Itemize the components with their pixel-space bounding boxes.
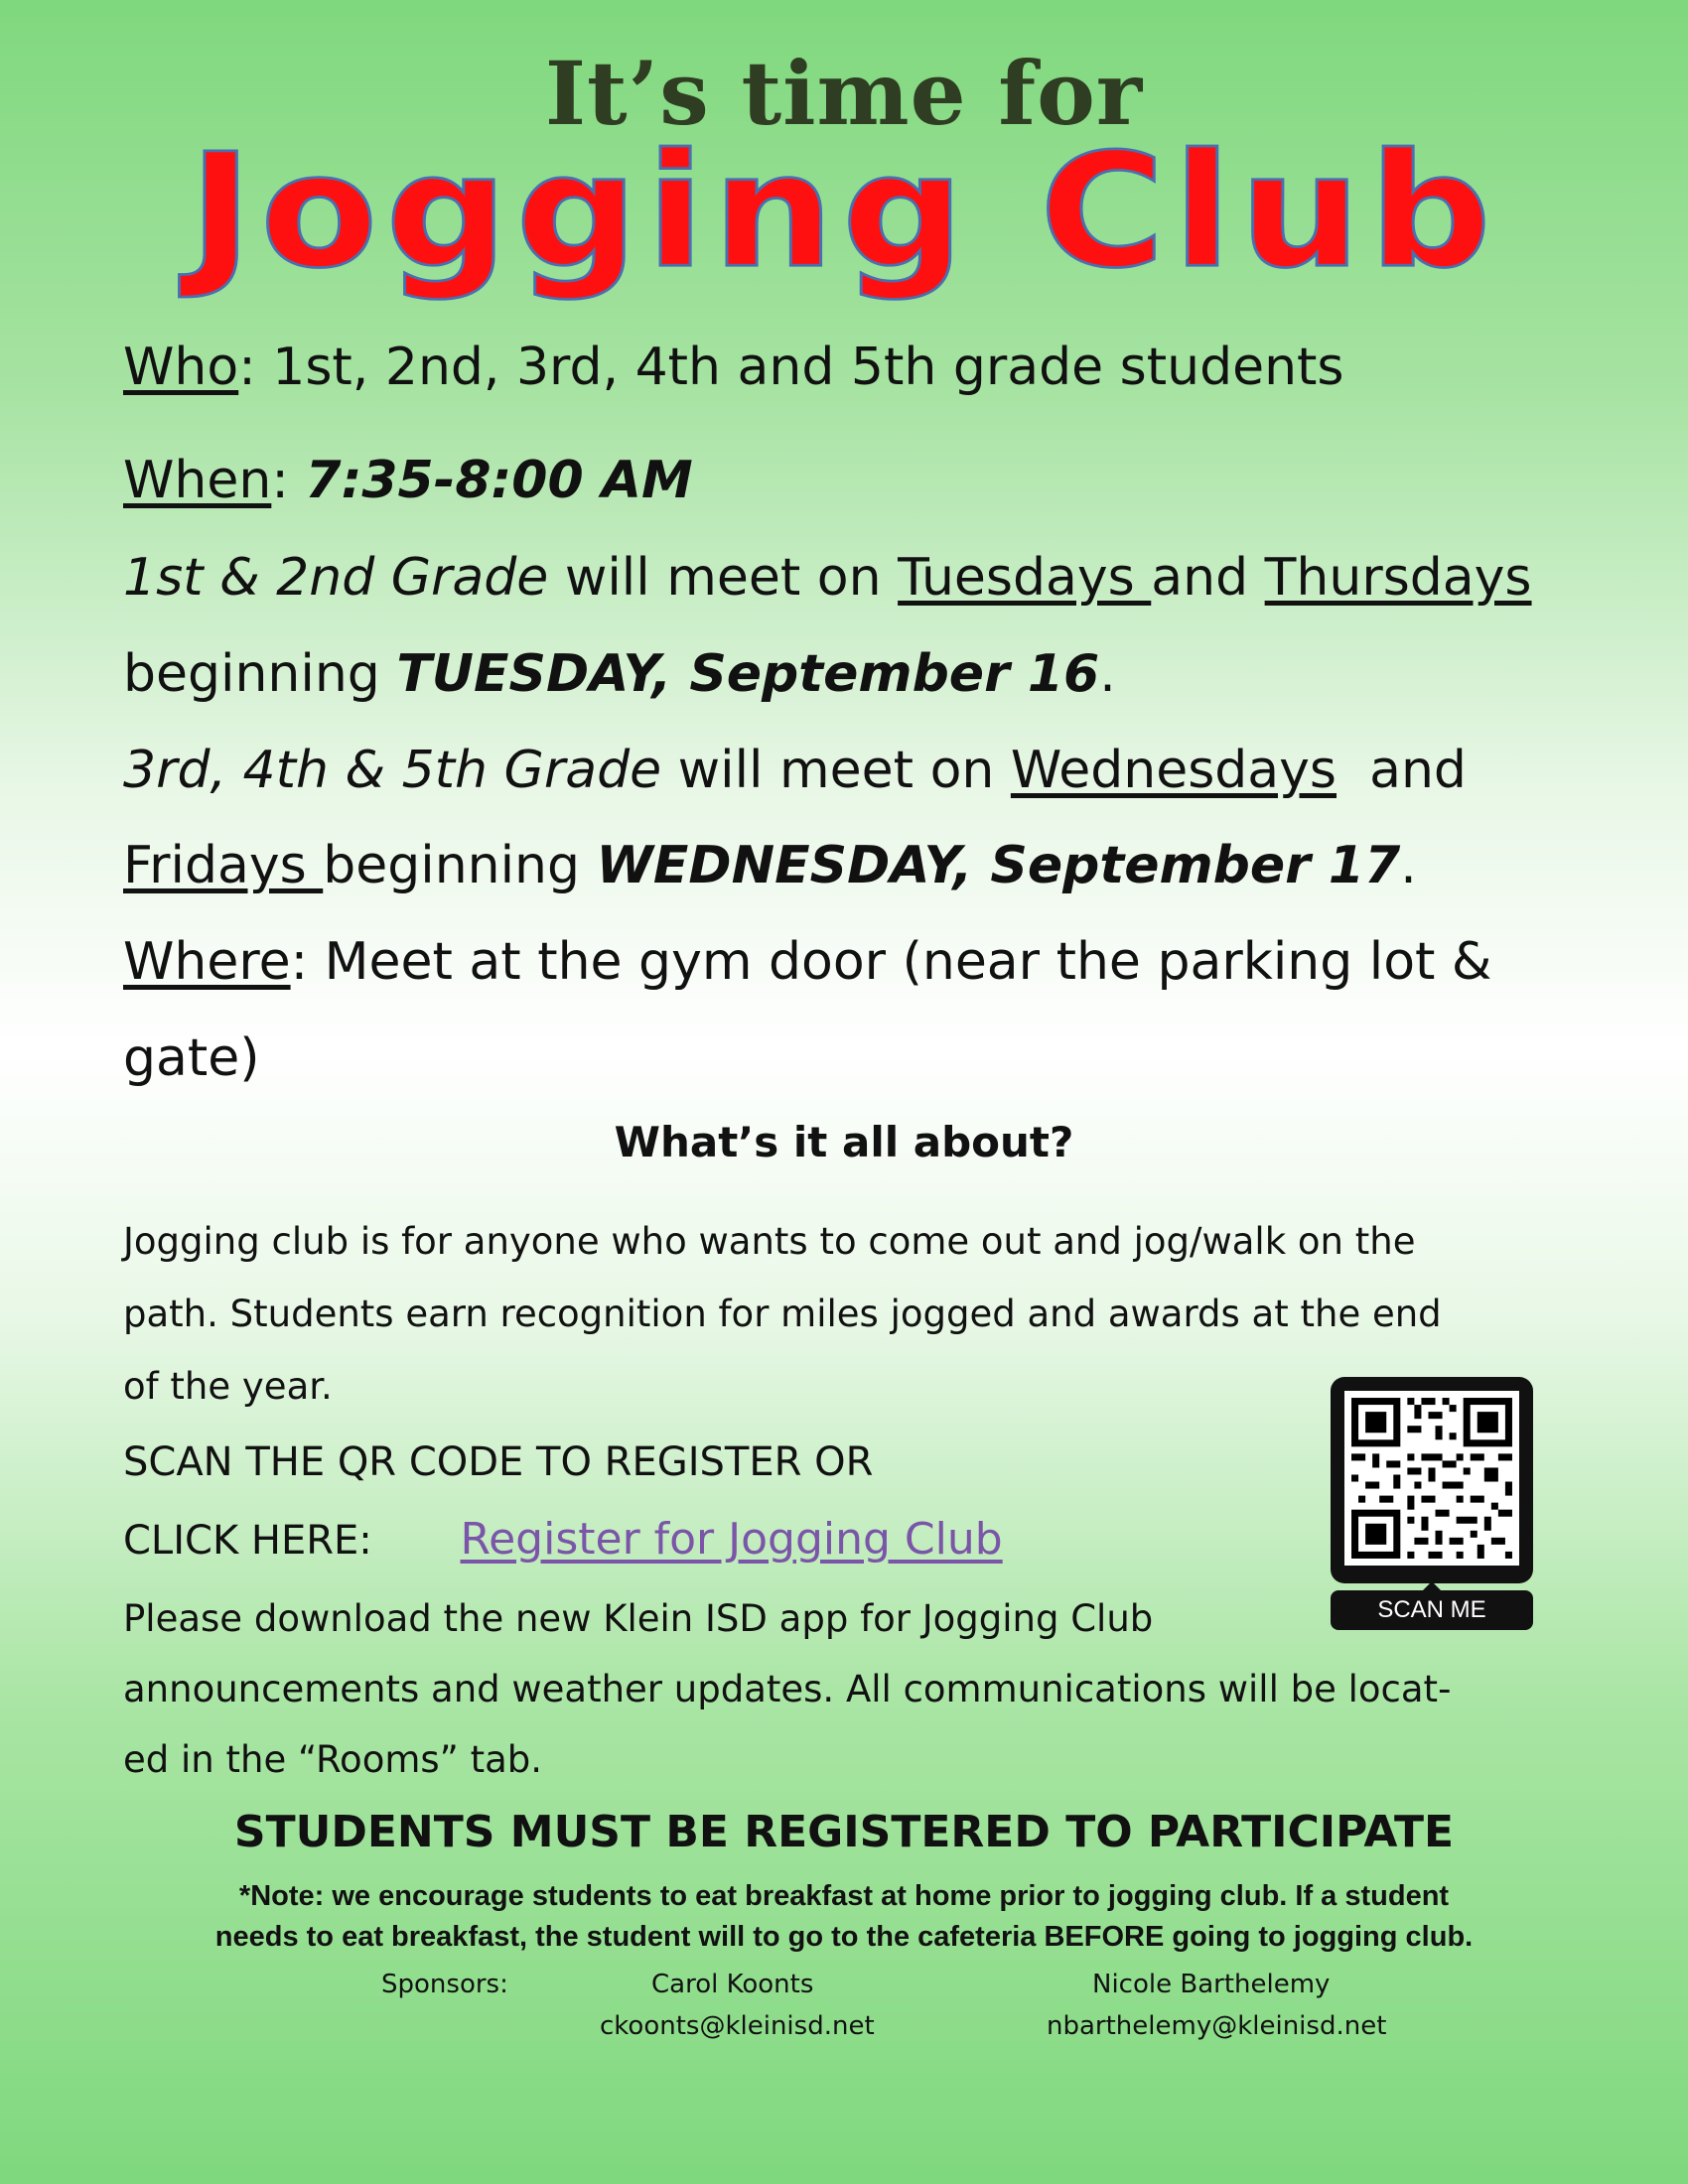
where-text: : Meet at the gym door (near the parking lot &: [290, 932, 1492, 992]
schedule-12-line2: [123, 642, 1116, 706]
schedule-345-day2: Fridays: [123, 836, 324, 895]
register-link[interactable]: Register for Jogging Club: [460, 1514, 1003, 1565]
app-line-2: announcements and weather updates. All communications will be locat-: [123, 1668, 1452, 1710]
app-line-3: ed in the “Rooms” tab.: [123, 1738, 543, 1781]
schedule-345-text: will meet on: [661, 741, 1011, 800]
schedule-345-period: .: [1400, 836, 1417, 895]
when-label: When: [123, 451, 272, 510]
where-line1: [123, 930, 1491, 994]
click-here-label: CLICK HERE:: [123, 1518, 372, 1564]
header-tagline: It’s time for: [544, 42, 1144, 145]
about-line-3: of the year.: [123, 1365, 333, 1408]
registration-notice: STUDENTS MUST BE REGISTERED TO PARTICIPATE: [233, 1807, 1455, 1857]
who-text: : 1st, 2nd, 3rd, 4th and 5th grade students: [238, 338, 1344, 397]
about-line-1: Jogging club is for anyone who wants to come out and jog/walk on the: [123, 1220, 1416, 1263]
schedule-12-text: will meet on: [548, 548, 899, 608]
qr-scan-label: SCAN ME: [1331, 1590, 1533, 1630]
schedule-12-day2: Thursdays: [1264, 548, 1532, 608]
qr-code-image: [1344, 1391, 1519, 1566]
when-line: [123, 449, 693, 512]
schedule-345-beginning: beginning: [323, 836, 597, 895]
sponsors-label: Sponsors:: [381, 1970, 508, 1999]
schedule-12-period: .: [1099, 644, 1116, 704]
where-text-cont: gate): [123, 1028, 260, 1088]
schedule-12-day1: Tuesdays: [898, 548, 1152, 608]
schedule-345-line2: [123, 834, 1417, 897]
when-time: 7:35-8:00 AM: [305, 451, 693, 510]
sponsor-2-email[interactable]: nbarthelemy@kleinisd.net: [1047, 2011, 1387, 2041]
about-line-2: path. Students earn recognition for miles jogged and awards at the end: [123, 1293, 1442, 1335]
schedule-12-beginning: beginning: [123, 644, 397, 704]
qr-code[interactable]: [1331, 1377, 1533, 1583]
schedule-12-and: and: [1151, 548, 1265, 608]
schedule-12-line1: [123, 546, 1532, 610]
who-line: [123, 336, 1344, 399]
app-line-1: Please download the new Klein ISD app for Jogging Club: [123, 1597, 1154, 1640]
schedule-12-grade: 1st & 2nd Grade: [123, 548, 549, 608]
sponsor-2-name: Nicole Barthelemy: [1092, 1970, 1331, 1999]
who-label: Who: [123, 338, 239, 397]
schedule-12-start: TUESDAY, September 16: [396, 644, 1100, 704]
scan-qr-line: SCAN THE QR CODE TO REGISTER OR: [123, 1439, 874, 1485]
sponsor-1-name: Carol Koonts: [651, 1970, 814, 1999]
click-here-line: [123, 1515, 1003, 1566]
schedule-345-start: WEDNESDAY, September 17: [596, 836, 1401, 895]
when-sep: :: [271, 451, 306, 510]
note-line-2: needs to eat breakfast, the student will to go to the cafeteria BEFORE going to jogging club.: [214, 1921, 1474, 1953]
sponsor-1-email[interactable]: ckoonts@kleinisd.net: [600, 2011, 875, 2041]
note-line-1: *Note: we encourage students to eat breakfast at home prior to jogging club. If a student: [238, 1880, 1450, 1912]
where-line2: [123, 1026, 260, 1090]
where-label: Where: [123, 932, 291, 992]
page-title: Jogging Club: [189, 119, 1499, 303]
schedule-345-line1: [123, 739, 1467, 802]
about-heading: What’s it all about?: [614, 1118, 1074, 1166]
schedule-345-grade: 3rd, 4th & 5th Grade: [123, 741, 662, 800]
qr-code-icon: [1344, 1391, 1519, 1566]
schedule-345-day1: Wednesdays: [1010, 741, 1337, 800]
schedule-345-and: and: [1336, 741, 1467, 800]
